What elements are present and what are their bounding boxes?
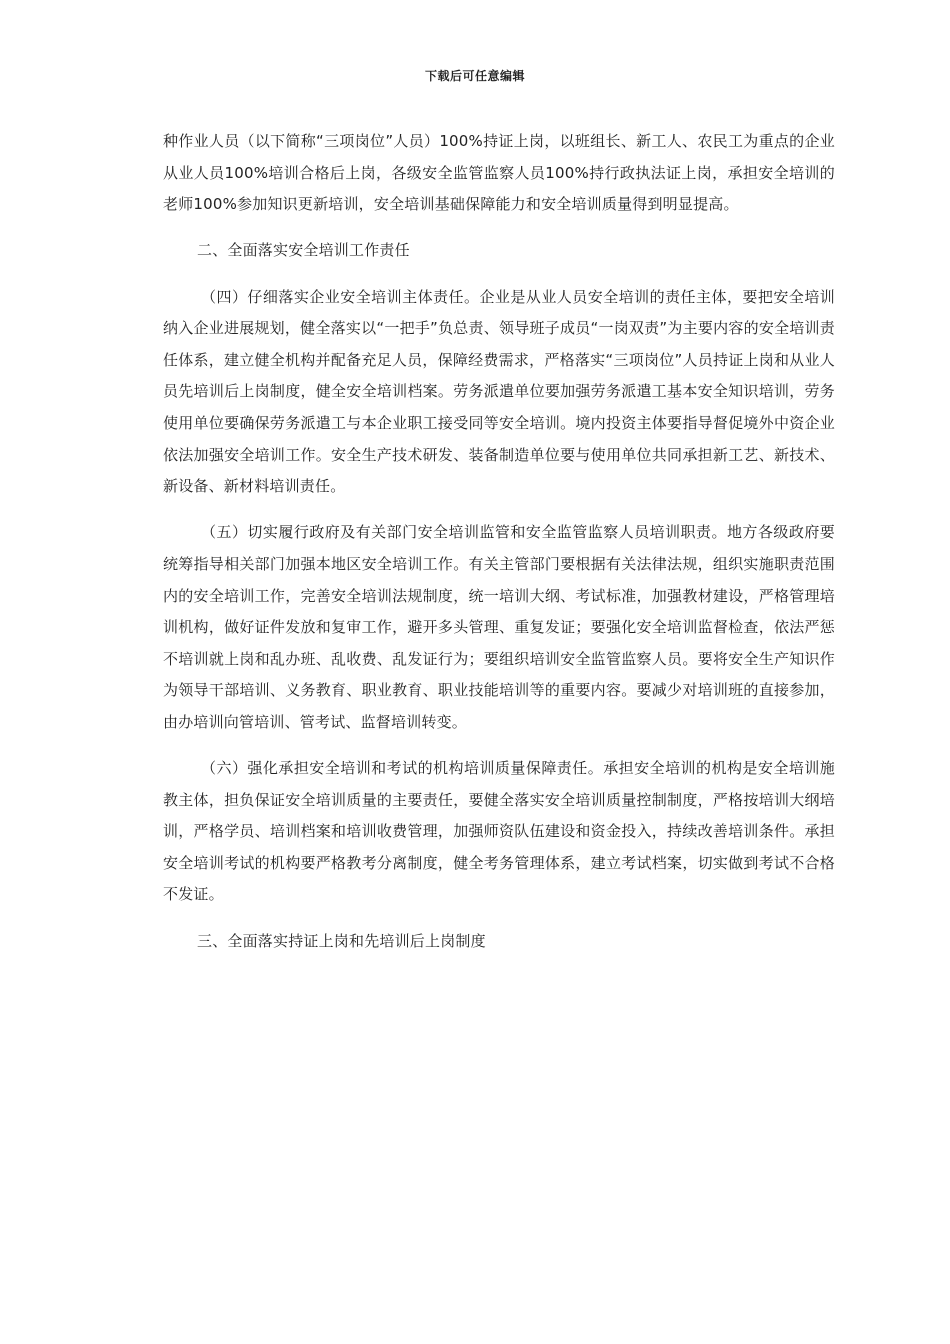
paragraph-item-6: （六）强化承担安全培训和考试的机构培训质量保障责任。承担安全培训的机构是安全培训施教主体，担负保证安全培训质量的主要责任，要健全落实安全培训质量控制制度，严格按培训大纲培训，严格学员、培训档案和培训收费管理，加强师资队伍建设和资金投入，持续改善培训条件。承担安全培训考试的机构要严格教考分离制度，健全考务管理体系，建立考试档案，切实做到考试不合格不发证。 bbox=[163, 759, 835, 904]
page-header-note: 下载后可任意编辑 bbox=[424, 69, 525, 83]
paragraph-continuation: 种作业人员（以下简称“三项岗位”人员）100%持证上岗，以班组长、新工人、农民工为重点的企业从业人员100%培训合格后上岗，各级安全监管监察人员100%持行政执法证上岗，承担安全培训的老师100%参加知识更新培训，安全培训基础保障能力和安全培训质量得到明显提高。 bbox=[163, 132, 835, 214]
paragraph-item-5: （五）切实履行政府及有关部门安全培训监管和安全监管监察人员培训职责。地方各级政府要统筹指导相关部门加强本地区安全培训工作。有关主管部门要根据有关法律法规，组织实施职责范围内的安全培训工作，完善安全培训法规制度，统一培训大纲、考试标准，加强教材建设，严格管理培训机构，做好证件发放和复审工作，避开多头管理、重复发证；要强化安全培训监督检查，依法严惩不培训就上岗和乱办班、乱收费、乱发证行为；要组织培训安全监管监察人员。要将安全生产知识作为领导干部培训、义务教育、职业教育、职业技能培训等的重要内容。要减少对培训班的直接参加，由办培训向管培训、管考试、监督培训转变。 bbox=[163, 523, 835, 731]
section-heading-3: 三、全面落实持证上岗和先培训后上岗制度 bbox=[197, 931, 486, 950]
section-heading-2: 二、全面落实安全培训工作责任 bbox=[197, 241, 410, 260]
paragraph-item-4: （四）仔细落实企业安全培训主体责任。企业是从业人员安全培训的责任主体，要把安全培训纳入企业进展规划，健全落实以“一把手”负总责、领导班子成员“一岗双责”为主要内容的安全培训责任体系，建立健全机构并配备充足人员，保障经费需求，严格落实“三项岗位”人员持证上岗和从业人员先培训后上岗制度，健全安全培训档案。劳务派遣单位要加强劳务派遣工基本安全知识培训，劳务使用单位要确保劳务派遣工与本企业职工接受同等安全培训。境内投资主体要指导督促境外中资企业依法加强安全培训工作。安全生产技术研发、装备制造单位要与使用单位共同承担新工艺、新技术、新设备、新材料培训责任。 bbox=[163, 287, 835, 496]
document-body bbox=[163, 126, 835, 972]
